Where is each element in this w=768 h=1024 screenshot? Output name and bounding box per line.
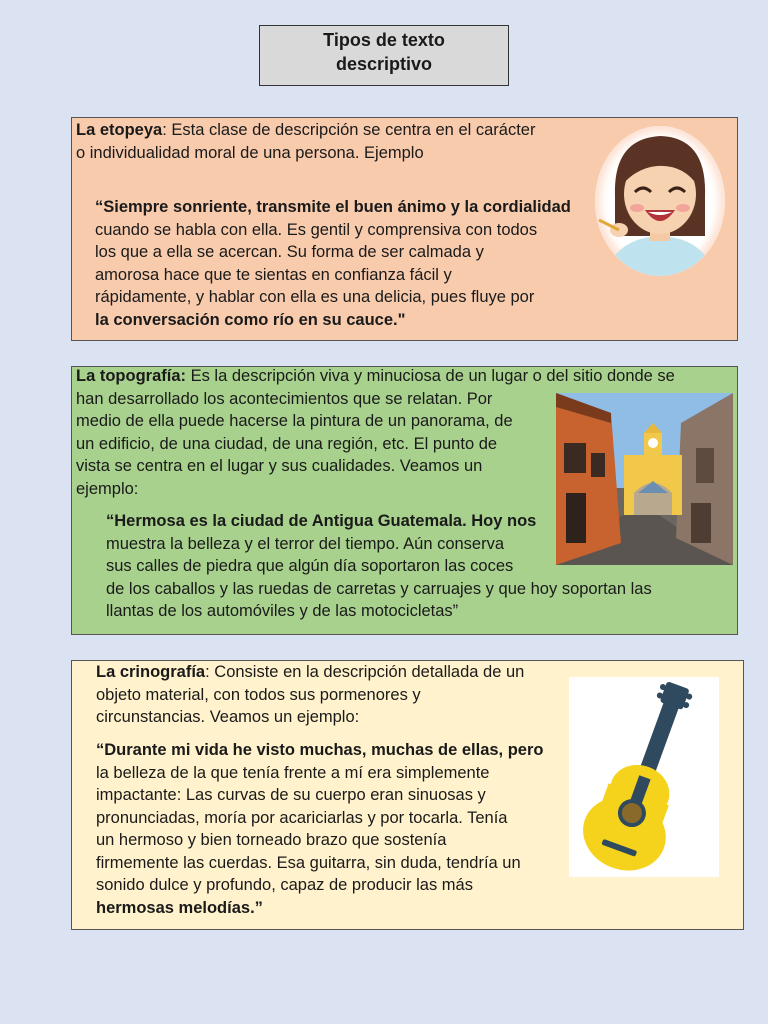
- crinografia-definition: [96, 661, 566, 729]
- smiling-woman-icon: [595, 126, 725, 276]
- smiling-woman-illustration: [595, 126, 725, 276]
- crinografia-quote-line: un hermoso y bien torneado brazo que sostenía: [96, 831, 447, 849]
- crinografia-definition-line: circunstancias. Veamos un ejemplo:: [96, 708, 360, 726]
- topografia-definition-line: Es la descripción viva y minuciosa de un lugar o del sitio donde se: [186, 367, 675, 385]
- topografia-quote-line: sus calles de piedra que algún día soportaron las coces: [106, 557, 514, 575]
- topografia-definition-line: han desarrollado los acontecimientos que se relatan. Por: [76, 389, 493, 408]
- topografia-quote-line: “Hermosa es la ciudad de Antigua Guatemala. Hoy nos: [106, 512, 537, 530]
- topografia-quote: [106, 510, 706, 623]
- etopeya-quote-line: amorosa hace que te sientas en confianza fácil y: [95, 265, 452, 284]
- topografia-card: [71, 366, 738, 635]
- crinografia-definition-line: objeto material, con todos sus pormenores y: [96, 685, 421, 704]
- crinografia-quote-line: la belleza de la que tenía frente a mí era simplemente: [96, 763, 490, 782]
- crinografia-quote-line: pronunciadas, moría por acariciarlas y por tocarla. Tenía: [96, 808, 508, 827]
- crinografia-quote-line: hermosas melodías.”: [96, 898, 263, 917]
- page-title: [259, 25, 509, 86]
- crinografia-quote-line: sonido dulce y profundo, capaz de producir las más: [96, 876, 473, 894]
- crinografia-definition-line: : Consiste en la descripción detallada de un: [205, 663, 525, 681]
- etopeya-quote: [95, 196, 575, 331]
- etopeya-quote-line: “Siempre sonriente, transmite el buen ánimo y la cordialidad: [95, 198, 571, 216]
- title-line-2: descriptivo: [335, 54, 433, 74]
- guitar-illustration: [569, 677, 719, 877]
- etopeya-quote-line: la conversación como río en su cauce.": [95, 310, 406, 329]
- topografia-quote-line: de los caballos y las ruedas de carretas y carruajes y que hoy soportan las: [106, 579, 652, 598]
- crinografia-quote-line: “Durante mi vida he visto muchas, muchas de ellas, pero: [96, 741, 544, 759]
- etopeya-quote-line: cuando se habla con ella. Es gentil y comprensiva con todos: [95, 220, 538, 239]
- etopeya-quote-line: los que a ella se acercan. Su forma de ser calmada y: [95, 243, 484, 261]
- crinografia-quote-line: firmemente las cuerdas. Esa guitarra, sin duda, tendría un: [96, 853, 521, 872]
- crinografia-quote-line: impactante: Las curvas de su cuerpo eran sinuosas y: [96, 786, 486, 804]
- guitar-icon: [569, 677, 719, 877]
- etopeya-definition-line-1: : Esta clase de descripción se centra en el carácter: [162, 121, 536, 139]
- topografia-term: La topografía:: [76, 367, 186, 385]
- etopeya-term: La etopeya: [76, 121, 163, 139]
- topografia-definition-line: vista se centra en el lugar y sus cualidades. Veamos un: [76, 457, 483, 475]
- topografia-definition-line: un edificio, de una ciudad, de una región, etc. El punto de: [76, 434, 498, 453]
- crinografia-card: [71, 660, 744, 930]
- etopeya-definition-line-2: o individualidad moral de una persona. Ejemplo: [76, 143, 424, 162]
- topografia-quote-line: llantas de los automóviles y de las motocicletas”: [106, 602, 459, 620]
- title-line-1: Tipos de texto: [323, 30, 445, 50]
- topografia-quote-line: muestra la belleza y el terror del tiempo. Aún conserva: [106, 534, 505, 553]
- crinografia-quote: [96, 739, 566, 919]
- etopeya-definition: [76, 119, 576, 164]
- etopeya-quote-line: rápidamente, y hablar con ella es una delicia, pues fluye por: [95, 288, 535, 306]
- crinografia-term: La crinografía: [96, 663, 206, 681]
- etopeya-card: [71, 117, 738, 341]
- topografia-definition-line: medio de ella puede hacerse la pintura de un panorama, de: [76, 412, 513, 430]
- topografia-definition-line: ejemplo:: [76, 479, 139, 498]
